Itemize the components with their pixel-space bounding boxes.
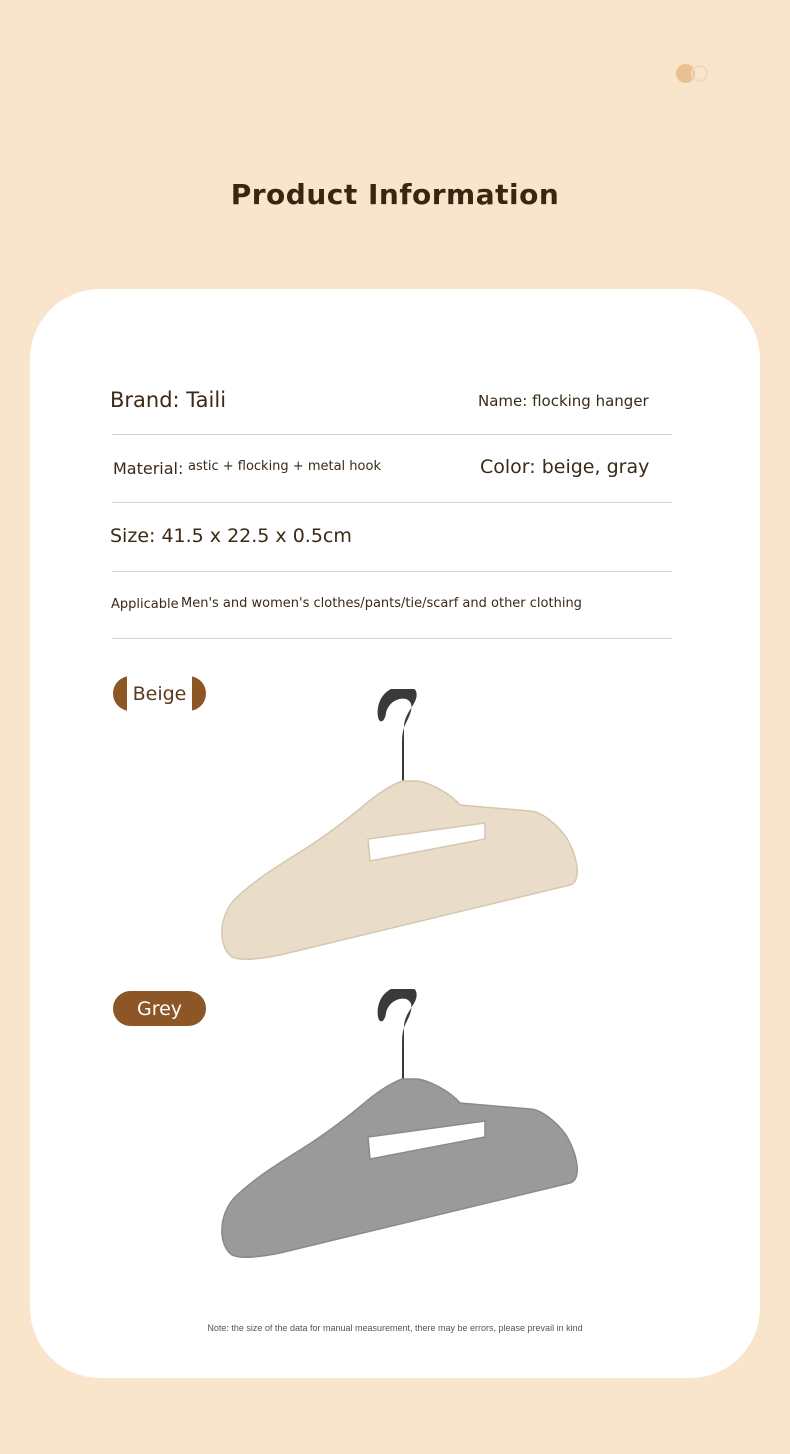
grey-hanger-image (210, 989, 590, 1264)
carousel-indicator[interactable] (676, 64, 712, 84)
product-info-card (30, 289, 760, 1378)
variant-tag-grey[interactable]: Grey (113, 991, 206, 1026)
spec-applicable-label: Applicable (111, 597, 179, 612)
beige-hanger-image (210, 689, 590, 964)
spec-size: Size: 41.5 x 22.5 x 0.5cm (110, 525, 352, 547)
spec-name: Name: flocking hanger (478, 392, 649, 410)
spec-material-label: Material: (113, 459, 184, 478)
indicator-dot[interactable] (691, 65, 708, 82)
divider (112, 571, 672, 572)
divider (112, 434, 672, 435)
page-title: Product Information (230, 178, 560, 211)
spec-material-value: astic + flocking + metal hook (188, 459, 381, 474)
divider (112, 638, 672, 639)
measurement-note: Note: the size of the data for manual measurement, there may be errors, please prevail in kind (207, 1323, 583, 1333)
spec-applicable-value: Men's and women's clothes/pants/tie/scarf and other clothing (181, 596, 582, 611)
spec-brand: Brand: Taili (110, 388, 227, 412)
spec-color: Color: beige, gray (480, 456, 650, 478)
divider (112, 502, 672, 503)
variant-tag-beige[interactable]: Beige (113, 676, 206, 711)
